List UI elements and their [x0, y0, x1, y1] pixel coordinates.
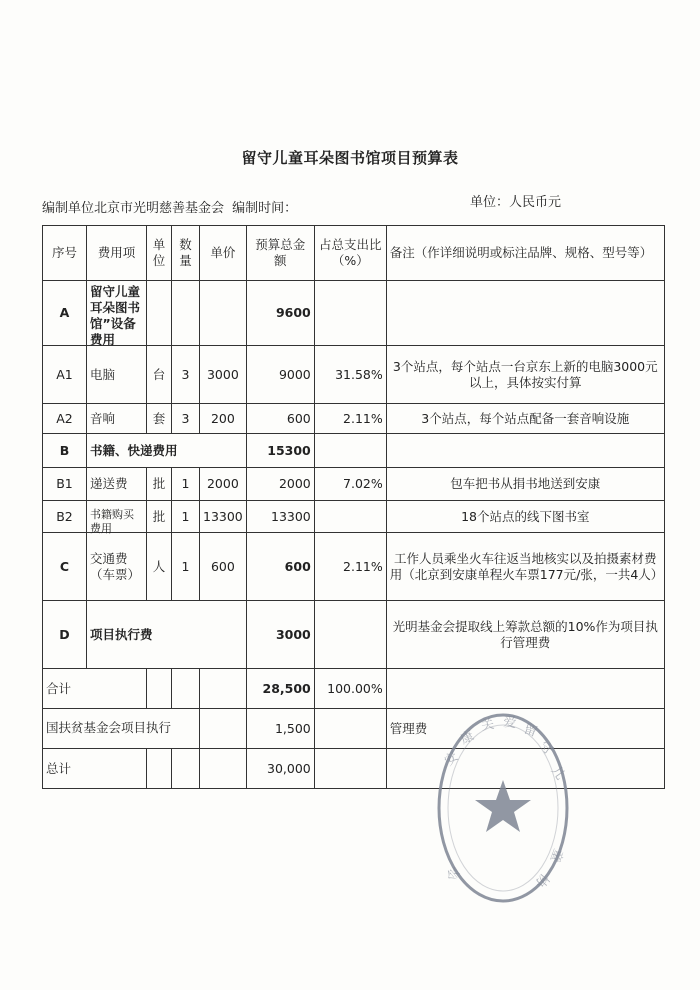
row-total: 600	[246, 404, 314, 434]
row-price: 600	[200, 533, 247, 601]
col-header: 数量	[172, 226, 200, 281]
row-pct: 2.11%	[314, 533, 386, 601]
row-item	[87, 281, 147, 346]
col-header: 预算总金额	[246, 226, 314, 281]
row-pct: 7.02%	[314, 468, 386, 501]
row-qty	[172, 281, 200, 346]
row-item: 电脑	[87, 346, 147, 404]
col-header: 单价	[200, 226, 247, 281]
header-row	[43, 226, 665, 281]
row-item: 书籍、快递费用	[87, 434, 247, 468]
row-unit	[147, 281, 172, 346]
budget-table	[42, 225, 665, 789]
row-unit: 批	[147, 501, 172, 533]
row-pct: 31.58%	[314, 346, 386, 404]
grand-total: 30,000	[246, 749, 314, 789]
svg-text:会: 会	[444, 863, 465, 884]
subtotal-pct: 100.00%	[314, 669, 386, 709]
table-row	[43, 601, 665, 669]
row-total: 13300	[246, 501, 314, 533]
row-id: A	[43, 281, 87, 346]
row-item: 递送费	[87, 468, 147, 501]
row-qty: 1	[172, 501, 200, 533]
table-row	[43, 533, 665, 601]
row-id: B1	[43, 468, 87, 501]
row-unit: 套	[147, 404, 172, 434]
row-total: 9600	[246, 281, 314, 346]
row-qty: 3	[172, 404, 200, 434]
subtotal-total: 28,500	[246, 669, 314, 709]
row-note: 18个站点的线下图书室	[386, 501, 664, 533]
mgmt-note: 管理费	[386, 709, 664, 749]
col-header: 序号	[43, 226, 87, 281]
table-row	[43, 501, 665, 533]
table-row	[43, 434, 665, 468]
row-item	[87, 501, 147, 533]
row-item: 交通费（车票）	[87, 533, 147, 601]
col-header: 占总支出比（%）	[314, 226, 386, 281]
row-total: 2000	[246, 468, 314, 501]
row-note: 工作人员乘坐火车往返当地核实以及拍摄素材费用（北京到安康单程火车票177元/张，一共4人）	[386, 533, 664, 601]
col-header: 费用项	[87, 226, 147, 281]
row-id: B2	[43, 501, 87, 533]
row-pct	[314, 501, 386, 533]
row-total: 9000	[246, 346, 314, 404]
svg-text:守: 守	[536, 738, 556, 759]
mgmt-label-text: 国扶贫基金会项目执行	[46, 719, 172, 735]
svg-text:协: 协	[531, 870, 552, 891]
row-price: 2000	[200, 468, 247, 501]
row-total: 600	[246, 533, 314, 601]
row-price	[200, 281, 247, 346]
svg-text:关: 关	[480, 716, 496, 734]
row-qty: 1	[172, 468, 200, 501]
row-id: D	[43, 601, 87, 669]
row-id: C	[43, 533, 87, 601]
mgmt-total: 1,500	[246, 709, 314, 749]
row-unit: 人	[147, 533, 172, 601]
col-header: 单位	[147, 226, 172, 281]
mgmt-label	[43, 709, 200, 749]
table-row	[43, 281, 665, 346]
unit-label: 单位：人民币元	[470, 195, 562, 210]
row-unit: 台	[147, 346, 172, 404]
row-total: 3000	[246, 601, 314, 669]
org-label: 编制单位北京市光明慈善基金会	[42, 201, 225, 216]
row-note	[386, 434, 664, 468]
row-pct: 2.11%	[314, 404, 386, 434]
subtotal-label: 合计	[43, 669, 147, 709]
row-note	[386, 281, 664, 346]
table-row	[43, 468, 665, 501]
row-item-text: 书籍购买费用	[90, 507, 134, 535]
row-pct	[314, 434, 386, 468]
date-label: 编制时间：	[232, 201, 298, 216]
row-qty: 3	[172, 346, 200, 404]
row-pct	[314, 281, 386, 346]
row-id: A1	[43, 346, 87, 404]
row-note: 光明基金会提取线上筹款总额的10%作为项目执行管理费	[386, 601, 664, 669]
svg-text:童: 童	[546, 846, 566, 864]
grand-label: 总计	[43, 749, 147, 789]
row-note: 包车把书从捐书地送到安康	[386, 468, 664, 501]
row-price: 3000	[200, 346, 247, 404]
svg-text:留: 留	[521, 721, 539, 741]
svg-text:爱: 爱	[502, 715, 517, 732]
row-price: 200	[200, 404, 247, 434]
table-row	[43, 346, 665, 404]
row-price: 13300	[200, 501, 247, 533]
grand-total-row	[43, 749, 665, 789]
svg-text:康: 康	[458, 728, 477, 748]
row-note: 3个站点，每个站点一台京东上新的电脑3000元以上，具体按实付算	[386, 346, 664, 404]
meta-line	[42, 197, 297, 216]
table-row	[43, 404, 665, 434]
row-id: B	[43, 434, 87, 468]
row-pct	[314, 601, 386, 669]
mgmt-row	[43, 709, 665, 749]
row-total: 15300	[246, 434, 314, 468]
row-qty: 1	[172, 533, 200, 601]
row-item: 音响	[87, 404, 147, 434]
svg-text:安: 安	[441, 749, 462, 770]
row-unit: 批	[147, 468, 172, 501]
col-header: 备注（作详细说明或标注品牌、规格、型号等）	[386, 226, 664, 281]
row-id: A2	[43, 404, 87, 434]
subtotal-row	[43, 669, 665, 709]
svg-text:儿: 儿	[547, 763, 568, 783]
row-note: 3个站点，每个站点配备一套音响设施	[386, 404, 664, 434]
row-item: 项目执行费	[87, 601, 247, 669]
row-item-text: 留守儿童耳朵图书馆”设备费用	[90, 284, 141, 347]
document-title: 留守儿童耳朵图书馆项目预算表	[241, 149, 459, 167]
